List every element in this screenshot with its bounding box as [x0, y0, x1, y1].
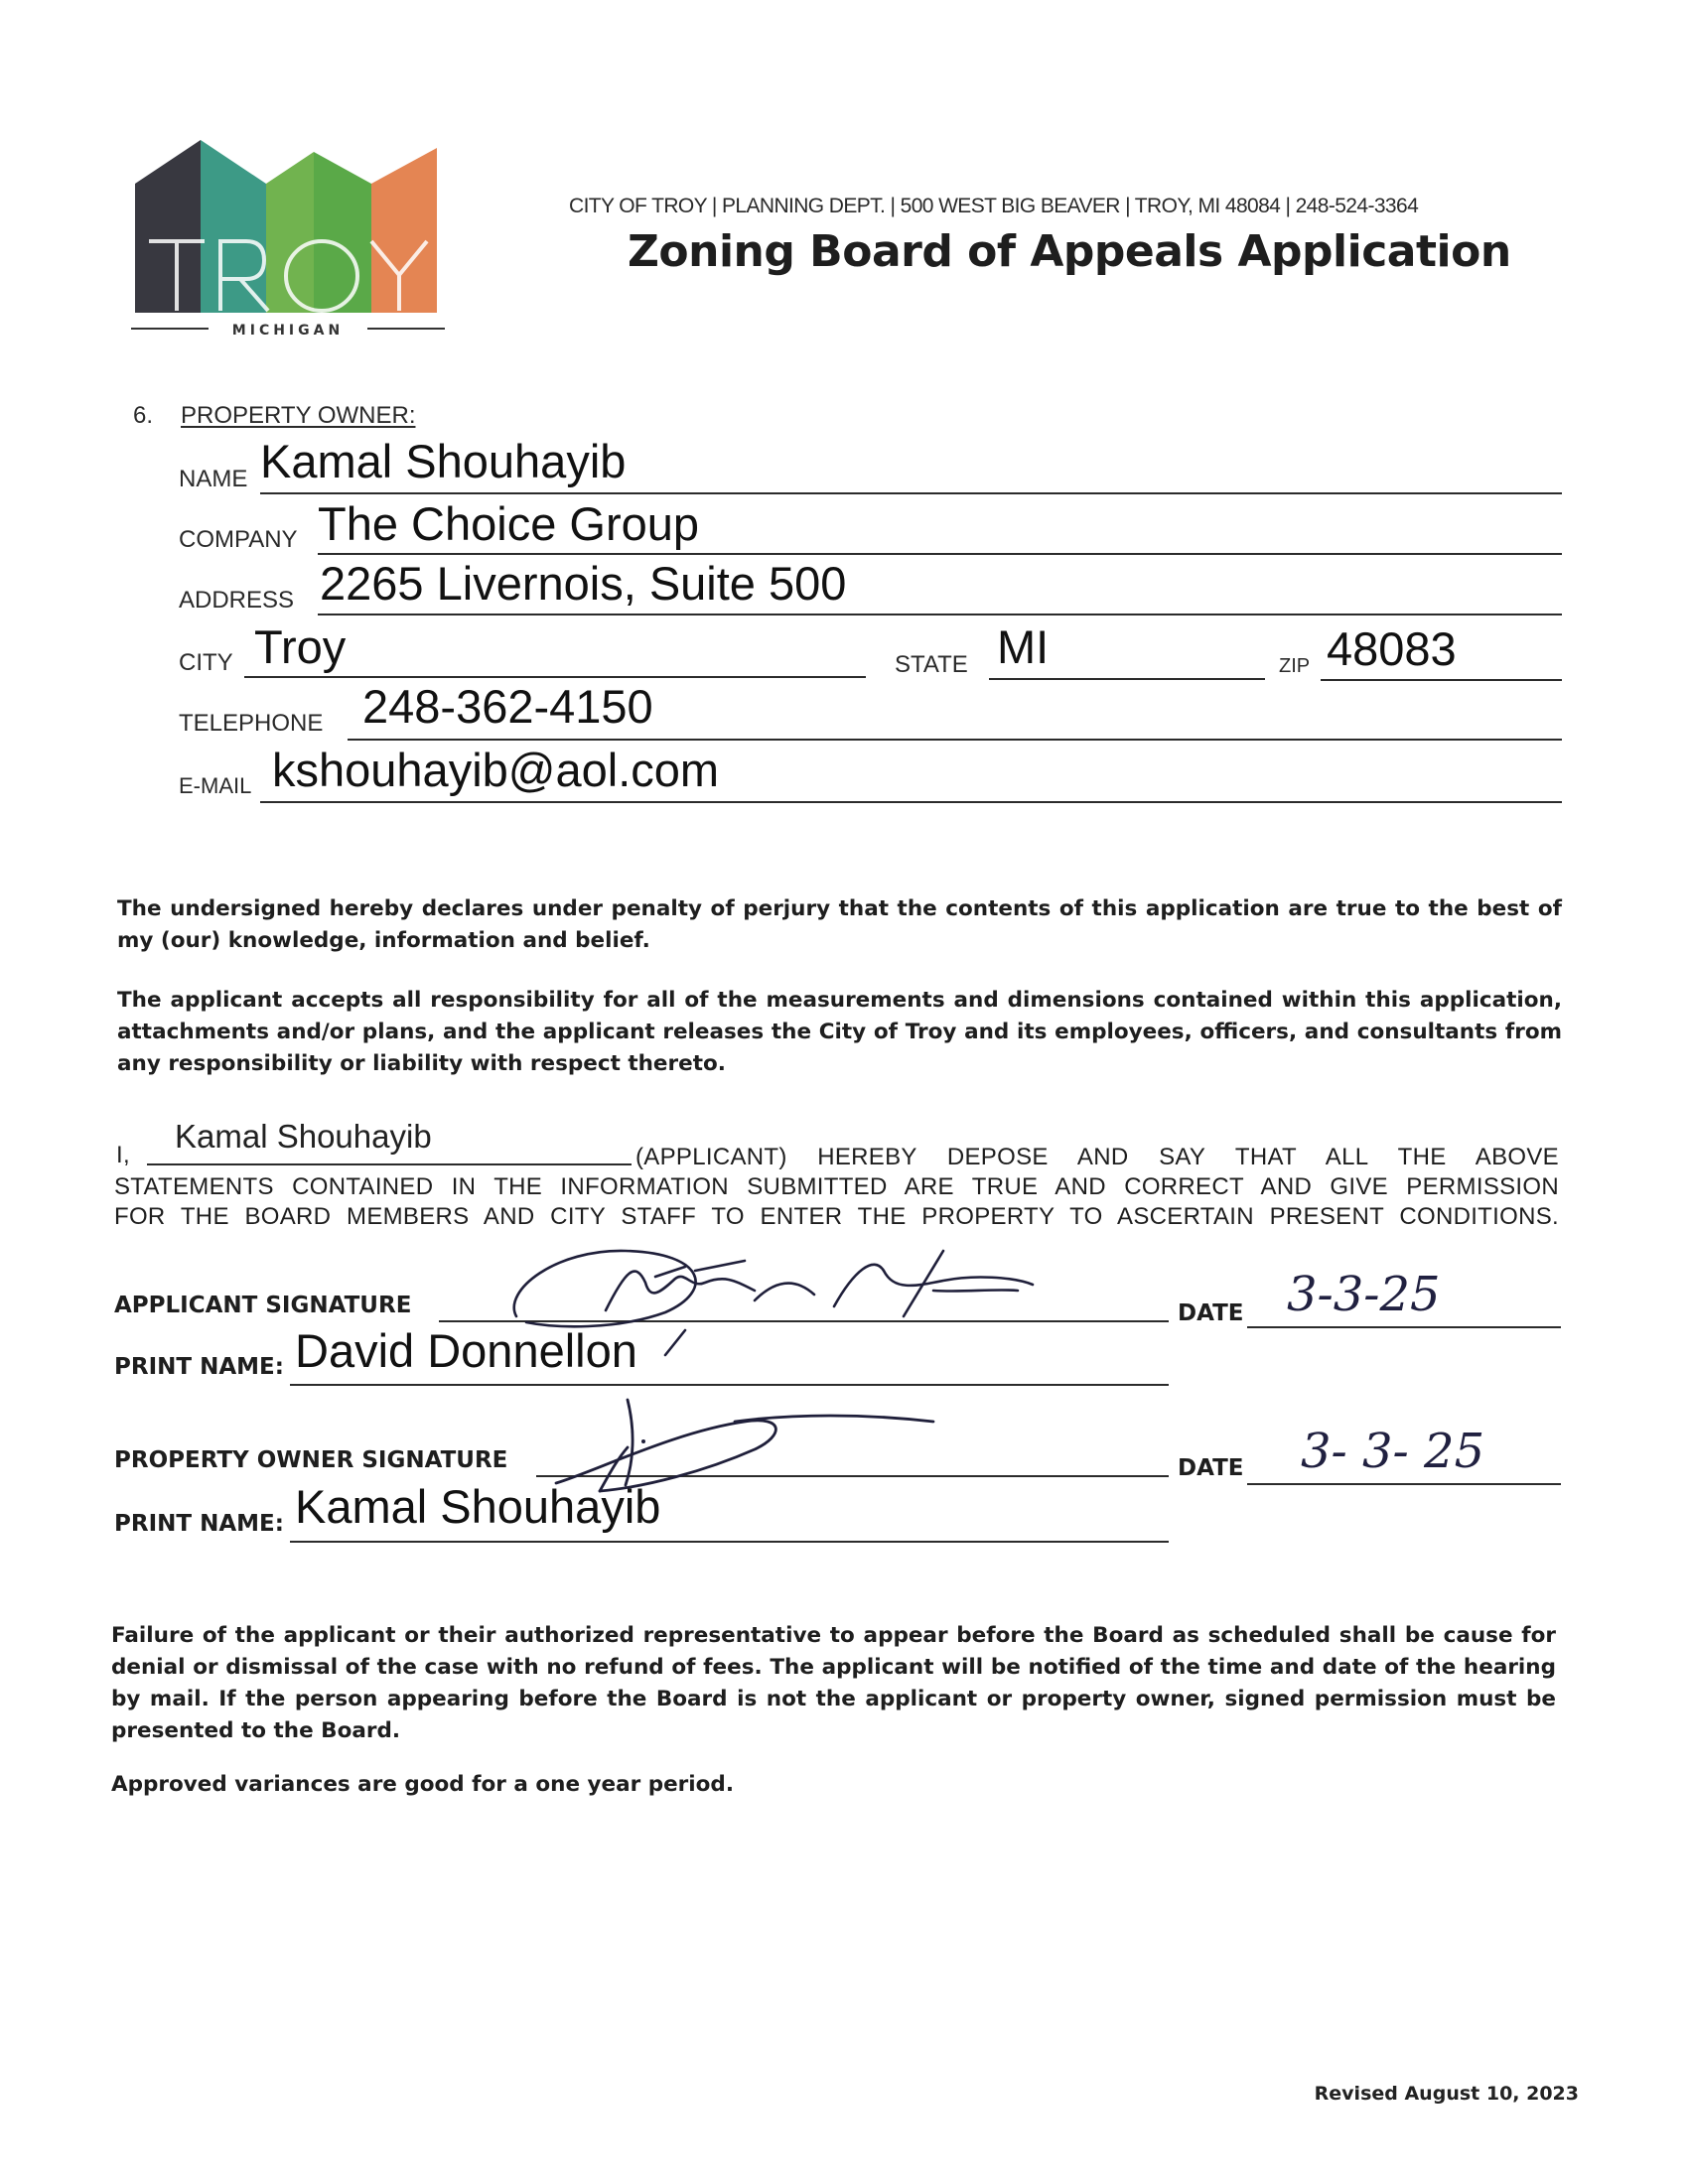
telephone-label: TELEPHONE: [179, 710, 324, 737]
address-field-line: [318, 614, 1562, 615]
perjury-declaration: The undersigned hereby declares under penalty of perjury that the contents of this application are true to the best of my (our) knowledge, information and belief.: [117, 896, 1562, 953]
company-value[interactable]: The Choice Group: [318, 497, 700, 550]
owner-date-value[interactable]: 3- 3- 25: [1301, 1424, 1485, 1479]
deposition-applicant-name[interactable]: Kamal Shouhayib: [175, 1118, 432, 1155]
troy-logo: [129, 134, 447, 338]
state-label: STATE: [895, 651, 968, 678]
applicant-print-line: [290, 1384, 1169, 1386]
email-label: E-MAIL: [179, 773, 252, 798]
deposition-prefix: I,: [116, 1142, 130, 1168]
company-field-line: [318, 553, 1562, 555]
revision-date: Revised August 10, 2023: [1314, 2083, 1579, 2105]
telephone-field-line: [348, 739, 1562, 741]
email-value[interactable]: kshouhayib@aol.com: [272, 744, 720, 796]
section-title: PROPERTY OWNER:: [181, 402, 416, 429]
address-label: ADDRESS: [179, 587, 295, 614]
header-contact-line: CITY OF TROY | PLANNING DEPT. | 500 WEST BIG BEAVER | TROY, MI 48084 | 248-524-3364: [569, 195, 1419, 217]
deposition-line-3: FOR THE BOARD MEMBERS AND CITY STAFF TO ENTER THE PROPERTY TO ASCERTAIN PRESENT CONDITIONS.: [114, 1203, 1559, 1230]
city-value[interactable]: Troy: [254, 620, 347, 673]
city-field-line: [244, 676, 866, 678]
owner-print-label: PRINT NAME:: [114, 1511, 284, 1537]
page-title: Zoning Board of Appeals Application: [628, 226, 1511, 277]
owner-print-name[interactable]: Kamal Shouhayib: [295, 1480, 661, 1533]
applicant-date-value[interactable]: 3-3-25: [1287, 1267, 1441, 1322]
applicant-signature-label: APPLICANT SIGNATURE: [114, 1293, 412, 1318]
state-field-line: [989, 678, 1265, 680]
variance-note: Approved variances are good for a one year period.: [111, 1772, 734, 1797]
name-label: NAME: [179, 466, 248, 492]
zip-label: ZIP: [1279, 655, 1311, 677]
applicant-date-line: [1247, 1326, 1561, 1328]
applicant-date-label: DATE: [1178, 1300, 1244, 1326]
email-field-line: [260, 801, 1562, 803]
zip-field-line: [1321, 679, 1562, 681]
owner-signature-label: PROPERTY OWNER SIGNATURE: [114, 1447, 508, 1473]
applicant-print-label: PRINT NAME:: [114, 1354, 284, 1380]
failure-notice: Failure of the applicant or their authorized representative to appear before the Board as scheduled shall be cause for denial or dismissal of the case with no refund of fees. The applicant will be notified of the time and date of the hearing by mail. If the person appearing before the Board is not the applicant or property owner, signed permission must be presented to the Board.: [111, 1623, 1556, 1743]
owner-date-label: DATE: [1178, 1455, 1244, 1481]
deposition-line-2: STATEMENTS CONTAINED IN THE INFORMATION SUBMITTED ARE TRUE AND CORRECT AND GIVE PERMISSION: [114, 1173, 1559, 1200]
owner-date-line: [1247, 1483, 1561, 1485]
responsibility-declaration: The applicant accepts all responsibility for all of the measurements and dimensions contained within this application, attachments and/or plans, and the applicant releases the City of Troy and its employees, officers, and consultants from any responsibility or liability with respect thereto.: [117, 988, 1562, 1076]
city-label: CITY: [179, 649, 233, 676]
telephone-value[interactable]: 248-362-4150: [362, 680, 653, 733]
applicant-print-name[interactable]: David Donnellon: [295, 1324, 637, 1377]
deposition-line-1: (APPLICANT) HEREBY DEPOSE AND SAY THAT ALL THE ABOVE: [635, 1144, 1559, 1170]
address-value[interactable]: 2265 Livernois, Suite 500: [320, 557, 847, 610]
logo-subtext: MICHIGAN: [231, 323, 345, 338]
owner-print-line: [290, 1541, 1169, 1543]
name-field-line: [260, 492, 1562, 494]
deposition-name-line: [147, 1163, 632, 1165]
section-number: 6.: [133, 402, 154, 429]
name-value[interactable]: Kamal Shouhayib: [260, 435, 627, 487]
zip-value[interactable]: 48083: [1327, 622, 1457, 675]
state-value[interactable]: MI: [997, 620, 1050, 673]
company-label: COMPANY: [179, 526, 298, 553]
